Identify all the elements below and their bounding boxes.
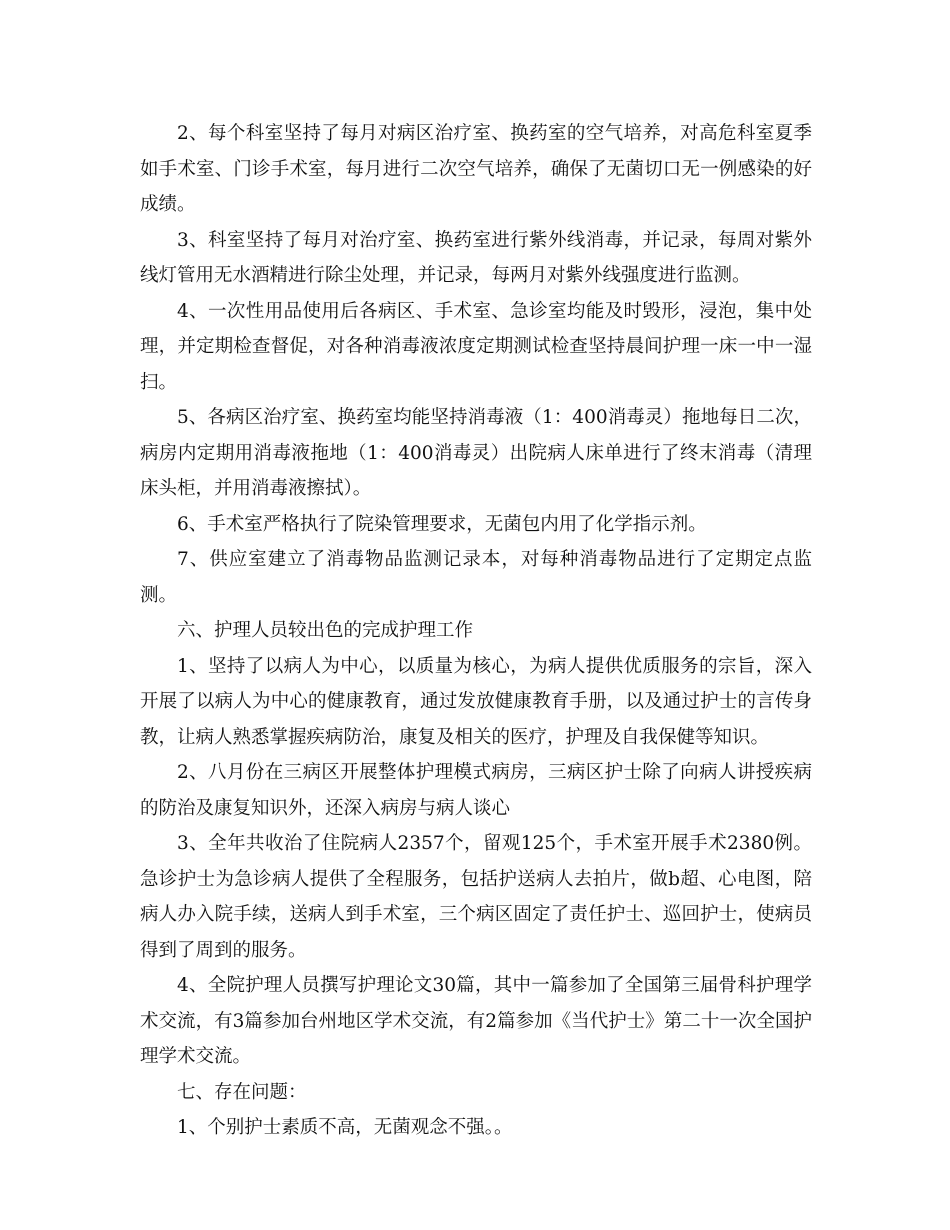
- paragraph-problem-1: 1、个别护士素质不高，无菌观念不强。。: [177, 1117, 513, 1138]
- paragraph-floor-disinfection: 5、各病区治疗室、换药室均能坚持消毒液（1：400消毒灵）拖地每日二次，病房内定期用消毒液拖地（1：400消毒灵）出院病人床单进行了终末消毒（清理床头柜，并用消毒液擦拭）。: [140, 407, 812, 499]
- paragraph-uv-disinfection: 3、科室坚持了每月对治疗室、换药室进行紫外线消毒，并记录，每周对紫外线灯管用无水酒精进行除尘处理，并记录，每两月对紫外线强度进行监测。: [140, 229, 812, 286]
- paragraph-patient-centered: 1、坚持了以病人为中心，以质量为核心，为病人提供优质服务的宗旨，深入开展了以病人为中心的健康教育，通过发放健康教育手册，以及通过护士的言传身教，让病人熟悉掌握疾病防治，康复及相关的医疗，护理及自我保健等知识。: [140, 655, 812, 748]
- section-heading-nursing-work: 六、护理人员较出色的完成护理工作: [177, 620, 474, 641]
- paragraph-nursing-papers: 4、全院护理人员撰写护理论文30篇，其中一篇参加了全国第三届骨科护理学术交流，有3篇参加台州地区学术交流，有2篇参加《当代护士》第二十一次全国护理学术交流。: [140, 975, 812, 1067]
- section-heading-problems: 七、存在问题：: [177, 1081, 307, 1103]
- paragraph-holistic-care: 2、八月份在三病区开展整体护理模式病房，三病区护士除了向病人讲授疾病的防治及康复知识外，还深入病房与病人谈心: [140, 762, 812, 819]
- paragraph-operating-room: 6、手术室严格执行了院染管理要求，无菌包内用了化学指示剂。: [177, 513, 707, 535]
- paragraph-supply-room: 7、供应室建立了消毒物品监测记录本，对每种消毒物品进行了定期定点监测。: [140, 549, 812, 606]
- paragraph-disposables: 4、一次性用品使用后各病区、手术室、急诊室均能及时毁形，浸泡，集中处理，并定期检查督促，对各种消毒液浓度定期测试检查坚持晨间护理一床一中一湿扫。: [140, 300, 812, 393]
- paragraph-annual-statistics: 3、全年共收治了住院病人2357个，留观125个，手术室开展手术2380例。急诊护士为急诊病人提供了全程服务，包括护送病人去拍片，做b超、心电图，陪病人办入院手续，送病人到手术室，三个病区固定了责任护士、巡回护士，使病员得到了周到的服务。: [140, 833, 812, 961]
- document-body: [140, 116, 812, 1146]
- paragraph-air-culture: 2、每个科室坚持了每月对病区治疗室、换药室的空气培养，对高危科室夏季如手术室、门诊手术室，每月进行二次空气培养，确保了无菌切口无一例感染的好成绩。: [140, 123, 812, 215]
